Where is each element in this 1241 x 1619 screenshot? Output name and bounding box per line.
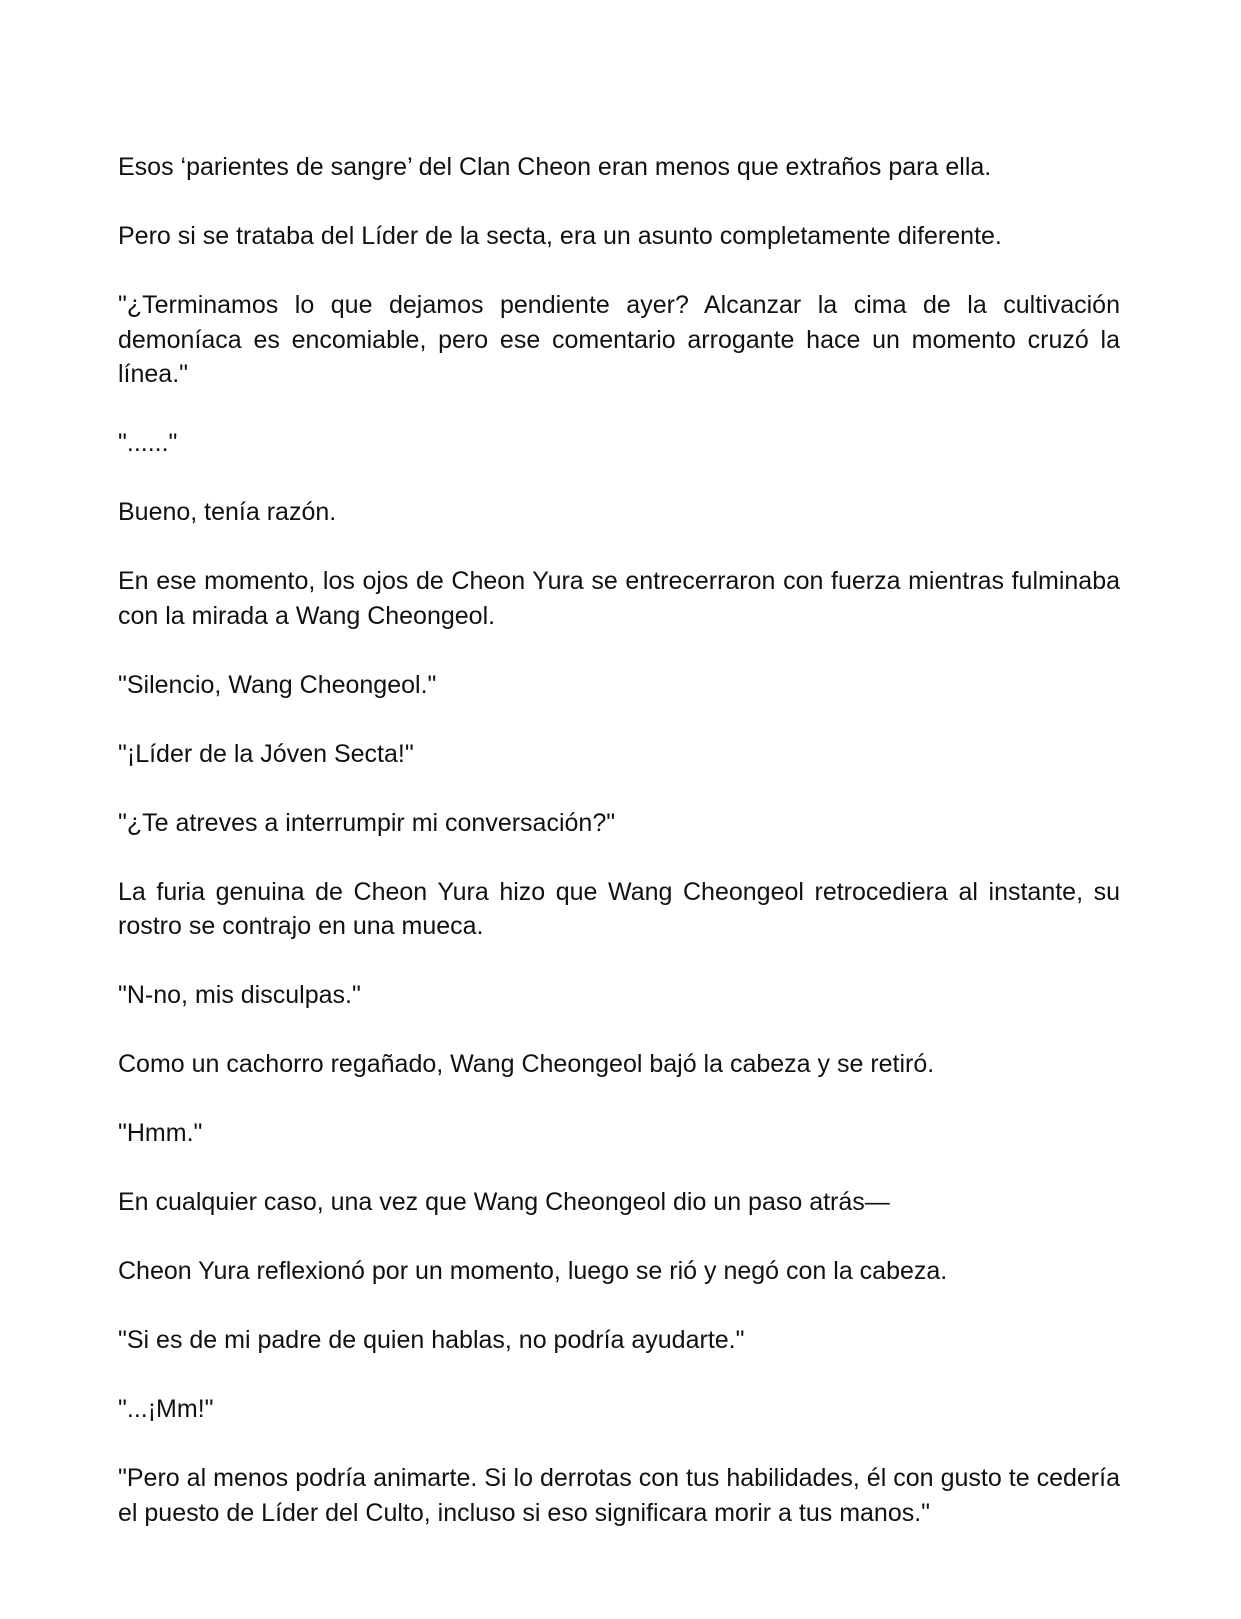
paragraph-12: Como un cachorro regañado, Wang Cheongeol bajó la cabeza y se retiró. — [118, 1050, 935, 1078]
paragraph-14: En cualquier caso, una vez que Wang Cheongeol dio un paso atrás— — [118, 1188, 890, 1216]
paragraph-16: "Si es de mi padre de quien hablas, no podría ayudarte." — [118, 1326, 745, 1354]
paragraph-8: "¡Líder de la Jóven Secta!" — [118, 739, 414, 768]
paragraph-3: "¿Terminamos lo que dejamos pendiente ayer? Alcanzar la cima de la cultivación demoníaca es encomiable, pero ese comentario arrogante hace un momento cruzó la línea." — [118, 291, 1120, 388]
paragraph-7: "Silencio, Wang Cheongeol." — [118, 670, 437, 699]
paragraph-17: "...¡Mm!" — [118, 1395, 214, 1423]
paragraph-6: En ese momento, los ojos de Cheon Yura se entrecerraron con fuerza mientras fulminaba con la mirada a Wang Cheongeol. — [118, 567, 1120, 630]
paragraph-4: "......" — [118, 429, 178, 457]
paragraph-10: La furia genuina de Cheon Yura hizo que Wang Cheongeol retrocediera al instante, su rostro se contrajo en una mueca. — [118, 877, 1120, 940]
paragraph-1: Esos ‘parientes de sangre’ del Clan Cheon eran menos que extraños para ella. — [118, 153, 992, 181]
paragraph-5: Bueno, tenía razón. — [118, 498, 337, 526]
paragraph-11: "N-no, mis disculpas." — [118, 981, 361, 1009]
paragraph-13: "Hmm." — [118, 1119, 203, 1147]
paragraph-15: Cheon Yura reflexionó por un momento, luego se rió y negó con la cabeza. — [118, 1257, 948, 1285]
paragraph-2: Pero si se trataba del Líder de la secta, era un asunto completamente diferente. — [118, 222, 1002, 250]
document-body — [118, 150, 1120, 1565]
paragraph-18: "Pero al menos podría animarte. Si lo derrotas con tus habilidades, él con gusto te cedería el puesto de Líder del Culto, incluso si eso significara morir a tus manos." — [118, 1464, 1120, 1527]
paragraph-9: "¿Te atreves a interrumpir mi conversación?" — [118, 808, 616, 837]
